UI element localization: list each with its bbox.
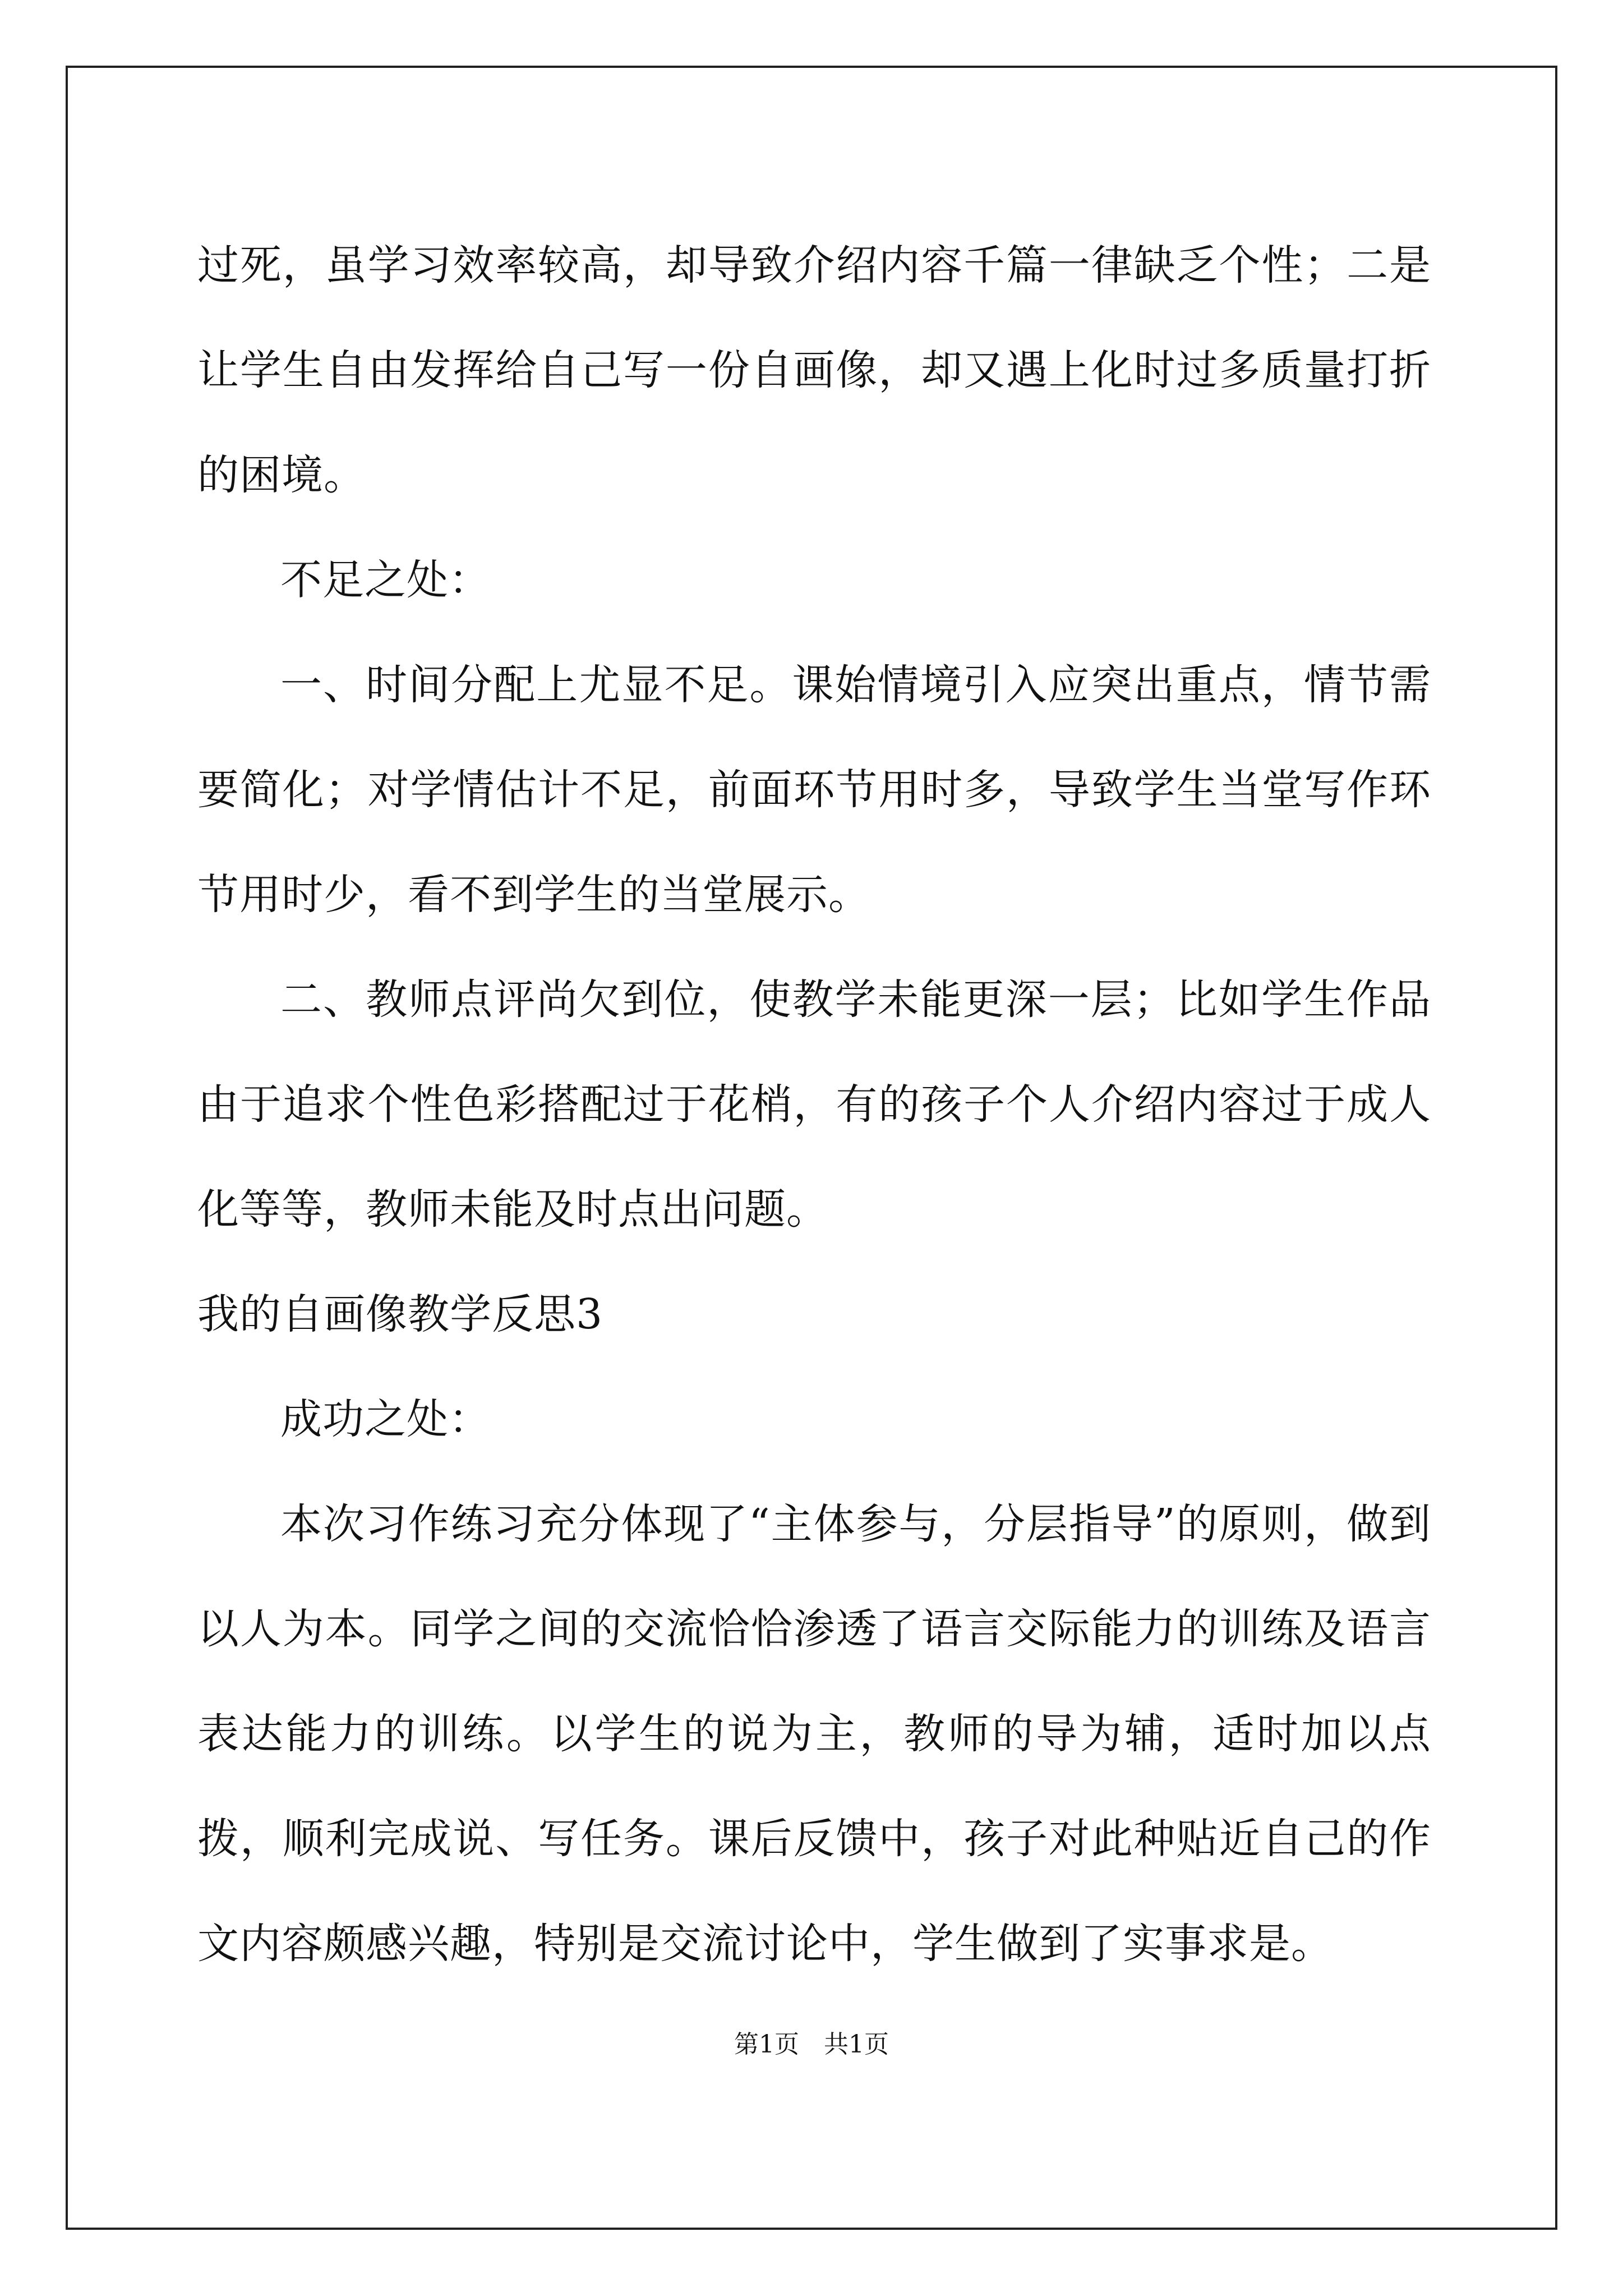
document-body — [197, 213, 1431, 1996]
paragraph-shortcoming-1: 一、时间分配上尤显不足。课始情境引入应突出重点，情节需要简化；对学情估计不足，前面环节用时多，导致学生当堂写作环节用时少，看不到学生的当堂展示。 — [197, 661, 1431, 919]
paragraph-continuation: 过死，虽学习效率较高，却导致介绍内容千篇一律缺乏个性；二是让学生自由发挥给自己写一份自画像，却又遇上化时过多质量打折的困境。 — [197, 241, 1431, 499]
page-footer: 第1页 共1页 — [734, 2030, 889, 2059]
paragraph-shortcomings-label: 不足之处： — [280, 556, 491, 604]
paragraph-success-body: 本次习作练习充分体现了“主体参与，分层指导”的原则，做到以人为本。同学之间的交流恰恰渗透了语言交际能力的训练及语言表达能力的训练。以学生的说为主，教师的导为辅，适时加以点拨，顺利完成说、写任务。课后反馈中，孩子对此种贴近自己的作文内容颇感兴趣，特别是交流讨论中，学生做到了实事求是。 — [197, 1500, 1431, 1968]
paragraph-successes-label: 成功之处： — [280, 1395, 491, 1443]
paragraph-shortcoming-2: 二、教师点评尚欠到位，使教学未能更深一层；比如学生作品由于追求个性色彩搭配过于花梢，有的孩子个人介绍内容过于成人化等等，教师未能及时点出问题。 — [197, 976, 1431, 1234]
section-heading: 我的自画像教学反思3 — [197, 1290, 603, 1338]
